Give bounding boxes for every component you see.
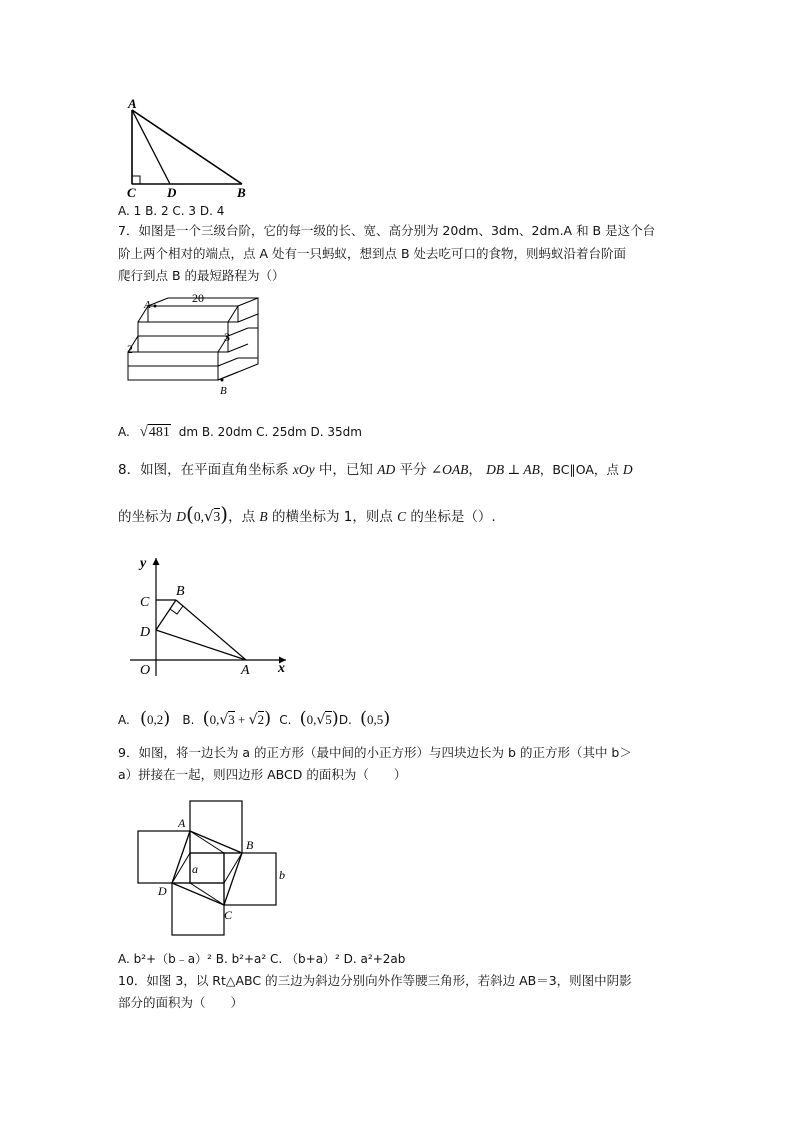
paren-close-icon: ) (264, 708, 272, 729)
point-label-o: O (140, 663, 151, 678)
stair-label-2: 2 (127, 342, 133, 356)
point-label-a: A (241, 663, 250, 678)
q8-l1-e: 平分 (395, 462, 431, 478)
q8-l1-f: ∠OAB (430, 462, 469, 477)
q7-opt-a-label: A. (118, 425, 130, 439)
q9-line1: 9．如图，将一边长为 a 的正方形（最中间的小正方形）与四块边长为 b 的正方形（其中 b＞ (118, 745, 632, 760)
label-d: D (167, 185, 177, 200)
sqrt-sign-icon: √ (316, 712, 326, 728)
stair-label-b: B (220, 385, 227, 397)
stair-label-a: A (144, 299, 151, 311)
q9-line2: a）拼接在一起，则四边形 ABCD 的面积为（ ） (118, 767, 407, 782)
q8-opt-b-plus: + (234, 712, 249, 727)
q7-opt-a-radicand: 481 (148, 425, 170, 440)
paren-close-icon: ) (163, 708, 171, 729)
q9-options: A. b²+（b﹣a）² B. b²+a² C. （b+a）² D. a²+2ab (118, 952, 406, 966)
point-label-b: B (176, 584, 185, 599)
sq-label-a: A (178, 816, 186, 830)
paren-open-icon: ( (299, 708, 307, 729)
paren-open-icon: ( (202, 708, 210, 729)
q8-l1-a: 8．如图，在平面直角坐标系 (118, 462, 293, 478)
q8-l2-e: ，点 (228, 509, 260, 525)
q8-l2-h: C (397, 509, 407, 524)
label-b: B (237, 185, 246, 200)
paren-open-icon: ( (186, 502, 194, 526)
sq-label-d: D (158, 884, 167, 898)
q10-line1: 10．如图 3，以 Rt△ABC 的三边为斜边分别向外作等腰三角形，若斜边 AB＝3，则图中阴影 (118, 973, 632, 988)
axis-label-y: y (140, 556, 147, 571)
q6-options: A. 1 B. 2 C. 3 D. 4 (118, 204, 225, 218)
q8-opt-a-label: A. (118, 713, 130, 727)
q8-opt-a-value: 0,2 (146, 712, 164, 727)
stair-label-3: 3 (224, 330, 230, 344)
q8-opt-b-r2: 2 (257, 712, 265, 727)
q8-opt-c-r: 5 (325, 712, 332, 727)
paren-open-icon: ( (360, 708, 368, 729)
label-c: C (127, 185, 136, 200)
sqrt-sign-icon: √ (219, 712, 229, 728)
paren-close-icon: ) (220, 502, 229, 526)
q8-l1-c: 中，已知 (314, 462, 378, 478)
q8-l1-j: D (622, 462, 633, 477)
sq-label-b-side: b (279, 868, 285, 882)
q7-line1: 7．如图是一个三级台阶，它的每一级的长、宽、高分别为 20dm、3dm、2dm.A 和 B 是这个台 (118, 223, 656, 238)
paren-close-icon: ) (331, 708, 339, 729)
label-a: A (128, 96, 137, 111)
q8-l2-d: 3 (213, 509, 221, 524)
q7-opt-rest: dm B. 20dm C. 25dm D. 35dm (178, 425, 362, 439)
triangle-figure (118, 96, 258, 200)
q8-l2-g: 的横坐标为 1，则点 (267, 509, 398, 525)
q8-l1-h: DB ⊥ AB (486, 462, 540, 477)
stair-label-20: 20 (192, 291, 204, 305)
sq-label-a-side: a (192, 862, 198, 876)
point-label-c: C (140, 595, 150, 610)
point-label-d: D (140, 625, 151, 640)
q8-l2-f: B (259, 509, 268, 524)
q8-opt-d-label: D. (338, 713, 352, 727)
sqrt-sign-icon: √ (203, 507, 214, 525)
sq-label-b: B (246, 838, 254, 852)
q8-opt-c-label: C. (279, 713, 292, 727)
staircase-figure (118, 288, 268, 400)
q8-options (118, 708, 390, 732)
q7-line3: 爬行到点 B 的最短路程为（） (118, 268, 285, 283)
axis-label-x: x (278, 661, 285, 676)
paren-open-icon: ( (139, 708, 147, 729)
q7-line2: 阶上两个相对的端点，点 A 处有一只蚂蚁，想到点 B 处去吃可口的食物，则蚂蚁沿着台阶面 (118, 246, 627, 261)
q8-opt-d-value: 0,5 (367, 712, 384, 727)
q8-l1-i: ，BC∥OA，点 (539, 462, 623, 477)
q8-l1-g: ， (468, 462, 487, 478)
q8-l2-i: 的坐标是（）. (406, 509, 496, 525)
sqrt-sign-icon: √ (139, 424, 148, 440)
q8-l2-c: 0, (193, 509, 204, 524)
sqrt-sign-icon: √ (248, 712, 258, 728)
coordinate-figure (118, 548, 298, 680)
q8-opt-b-label: B. (182, 713, 195, 727)
q8-opt-b-part: 0, (209, 712, 220, 727)
q8-l2-b: D (176, 509, 187, 524)
q8-line1 (118, 462, 633, 478)
q7-options (118, 424, 362, 441)
q8-opt-c-part: 0, (306, 712, 317, 727)
q8-opt-b-r1: 3 (228, 712, 235, 727)
q8-l1-b: xOy (292, 462, 315, 477)
q10-line2: 部分的面积为（ ） (118, 995, 244, 1010)
q8-l2-a: 的坐标为 (118, 509, 177, 525)
q8-line2 (118, 503, 496, 528)
sq-label-c: C (224, 908, 233, 922)
q8-l1-d: AD (377, 462, 396, 477)
paren-close-icon: ) (383, 708, 391, 729)
squares-figure (130, 795, 300, 940)
